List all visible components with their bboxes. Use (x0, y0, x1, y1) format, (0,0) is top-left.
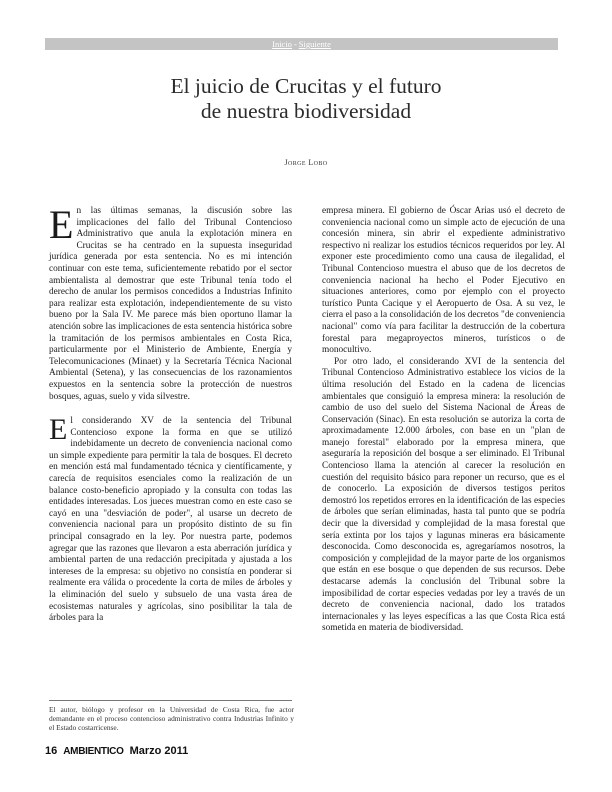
nav-separator: - (293, 39, 297, 49)
paragraph-2-text: l considerando XV de la sentencia del Tribunal Contencioso expone la forma en que se utilizó indebidamente un decreto de conveniencia nacional como un simple expediente para permitir la tala de bosques. El decreto en mención está mal fundamentado técnica y científicamente, y carecía de requisitos esenciales como la realización de un balance costo-beneficio apropiado y la consulta con todas las entidades interesadas. Los jueces muestran como en este caso se cayó en una "desviación de poder", al usarse un decreto de conveniencia nacional para un propósito distinto de su fin principal consagrado en la ley. Por nuestra parte, podemos agregar que las razones que llevaron a esta aberración jurídica y ambiental parten de una redacción precipitada y ajustada a los intereses de la empresa: su objetivo no consistía en ponderar si realmente era válida o procedente la corta de miles de árboles y la eliminación del suelo y subsuelo de una vasta área de ecosistemas naturales y agrícolas, sino posibilitar la tala de árboles para la (49, 416, 292, 624)
right-column (322, 206, 565, 635)
paragraph-4: Por otro lado, el considerando XVI de la sentencia del Tribunal Contencioso Administrativo establece los vicios de la última resolución del Estado en la cadena de licencias ambientales que consiguió la empresa minera: la resolución de cambio de uso del suelo del Sistema Nacional de Áreas de Conservación (Sinac). En esta resolución se autoriza la corta de aproximadamente 12.000 árboles, con base en un "plan de manejo forestal" elaborado por la empresa minera, que aseguraría la reposición del bosque a ser eliminado. El Tribunal Contencioso llama la atención al carecer la resolución en cuestión del requisito básico para reponer un recurso, que es el de conocerlo. La exposición de diversos testigos peritos demostró los repetidos errores en la identificación de las especies de árboles que serían eliminadas, hasta tal punto que se podría decir que la diversidad y complejidad de la masa forestal que sería extinta por los tajos y lagunas mineras era básicamente desconocida. Como desconocida es, agregaríamos nosotros, la composición y complejidad de la mayor parte de los organismos que están en ese bosque o que dependen de sus recursos. Debe destacarse además la conclusión del Tribunal sobre la imposibilidad de cortar especies vedadas por ley a través de un decreto de conveniencia nacional, dado los tratados internacionales y las leyes específicas a las que Costa Rica está sometida en materia de biodiversidad. (322, 356, 565, 634)
title-line-2: de nuestra biodiversidad (200, 99, 412, 123)
inicio-link[interactable]: Inicio (272, 39, 292, 49)
paragraph-3: empresa minera. El gobierno de Óscar Arias usó el decreto de conveniencia nacional como un simple acto de ejecución de una concesión minera, sin abrir el expediente administrativo respectivo ni realizar los estudios técnicos requeridos por ley. Al exponer este procedimiento como una causa de ilegalidad, el Tribunal Contencioso muestra el abuso que de los decretos de conveniencia nacional ha hecho el Poder Ejecutivo en situaciones anteriores, como por ejemplo con el proyecto turístico Punta Cacique y el Aeropuerto de Osa. A su vez, le cierra el paso a la consolidación de los decretos "de conveniencia nacional" como vía para facilitar la destrucción de la cobertura forestal para megaproyectos mineros, turísticos o de monocultivo. (322, 206, 565, 356)
magazine-logo: AMBIENTICO (63, 745, 124, 757)
footnote-divider (49, 700, 292, 701)
left-column (49, 202, 292, 625)
paragraph-2 (49, 413, 292, 625)
article-title (45, 74, 567, 124)
navigation-bar (45, 38, 558, 50)
title-line-1: El juicio de Crucitas y el futuro (170, 74, 442, 98)
paragraph-1 (49, 202, 292, 403)
drop-cap-e: E (49, 202, 74, 247)
author-footnote: El autor, biólogo y profesor en la Universidad de Costa Rica, fue actor demandante en el proceso contencioso administrativo contra Industrias Infinito y el Estado costarricense. (49, 705, 294, 732)
page-footer (45, 744, 188, 758)
drop-cap-e-2: E (49, 413, 68, 447)
page-number: 16 (45, 745, 58, 757)
issue-date: Marzo 2011 (129, 745, 189, 757)
article-author: Jorge Lobo (284, 158, 328, 167)
paragraph-1-text: n las últimas semanas, la discusión sobre las implicaciones del fallo del Tribunal Contencioso Administrativo que anula la explotación minera en Crucitas se ha centrado en la supuesta inseguridad jurídica generada por esta sentencia. No es mi intención continuar con este tema, suficientemente rebatido por el sector ambientalista al demostrar que este Tribunal tenía todo el derecho de anular los permisos concedidos a Industrias Infinito para realizar esta explotación, independientemente de su visto bueno por la Sala IV. Me parece más bien oportuno llamar la atención sobre las implicaciones de esta sentencia histórica sobre la tramitación de los permisos ambientales en Costa Rica, particularmente por el Ministerio de Ambiente, Energía y Telecomunicaciones (Minaet) y la Secretaría Técnica Nacional Ambiental (Setena), y las consecuencias de los razonamientos expuestos en la sentencia sobre la protección de nuestros bosques, aguas, suelo y vida silvestre. (49, 206, 292, 402)
siguiente-link[interactable]: Siguiente (298, 39, 331, 49)
